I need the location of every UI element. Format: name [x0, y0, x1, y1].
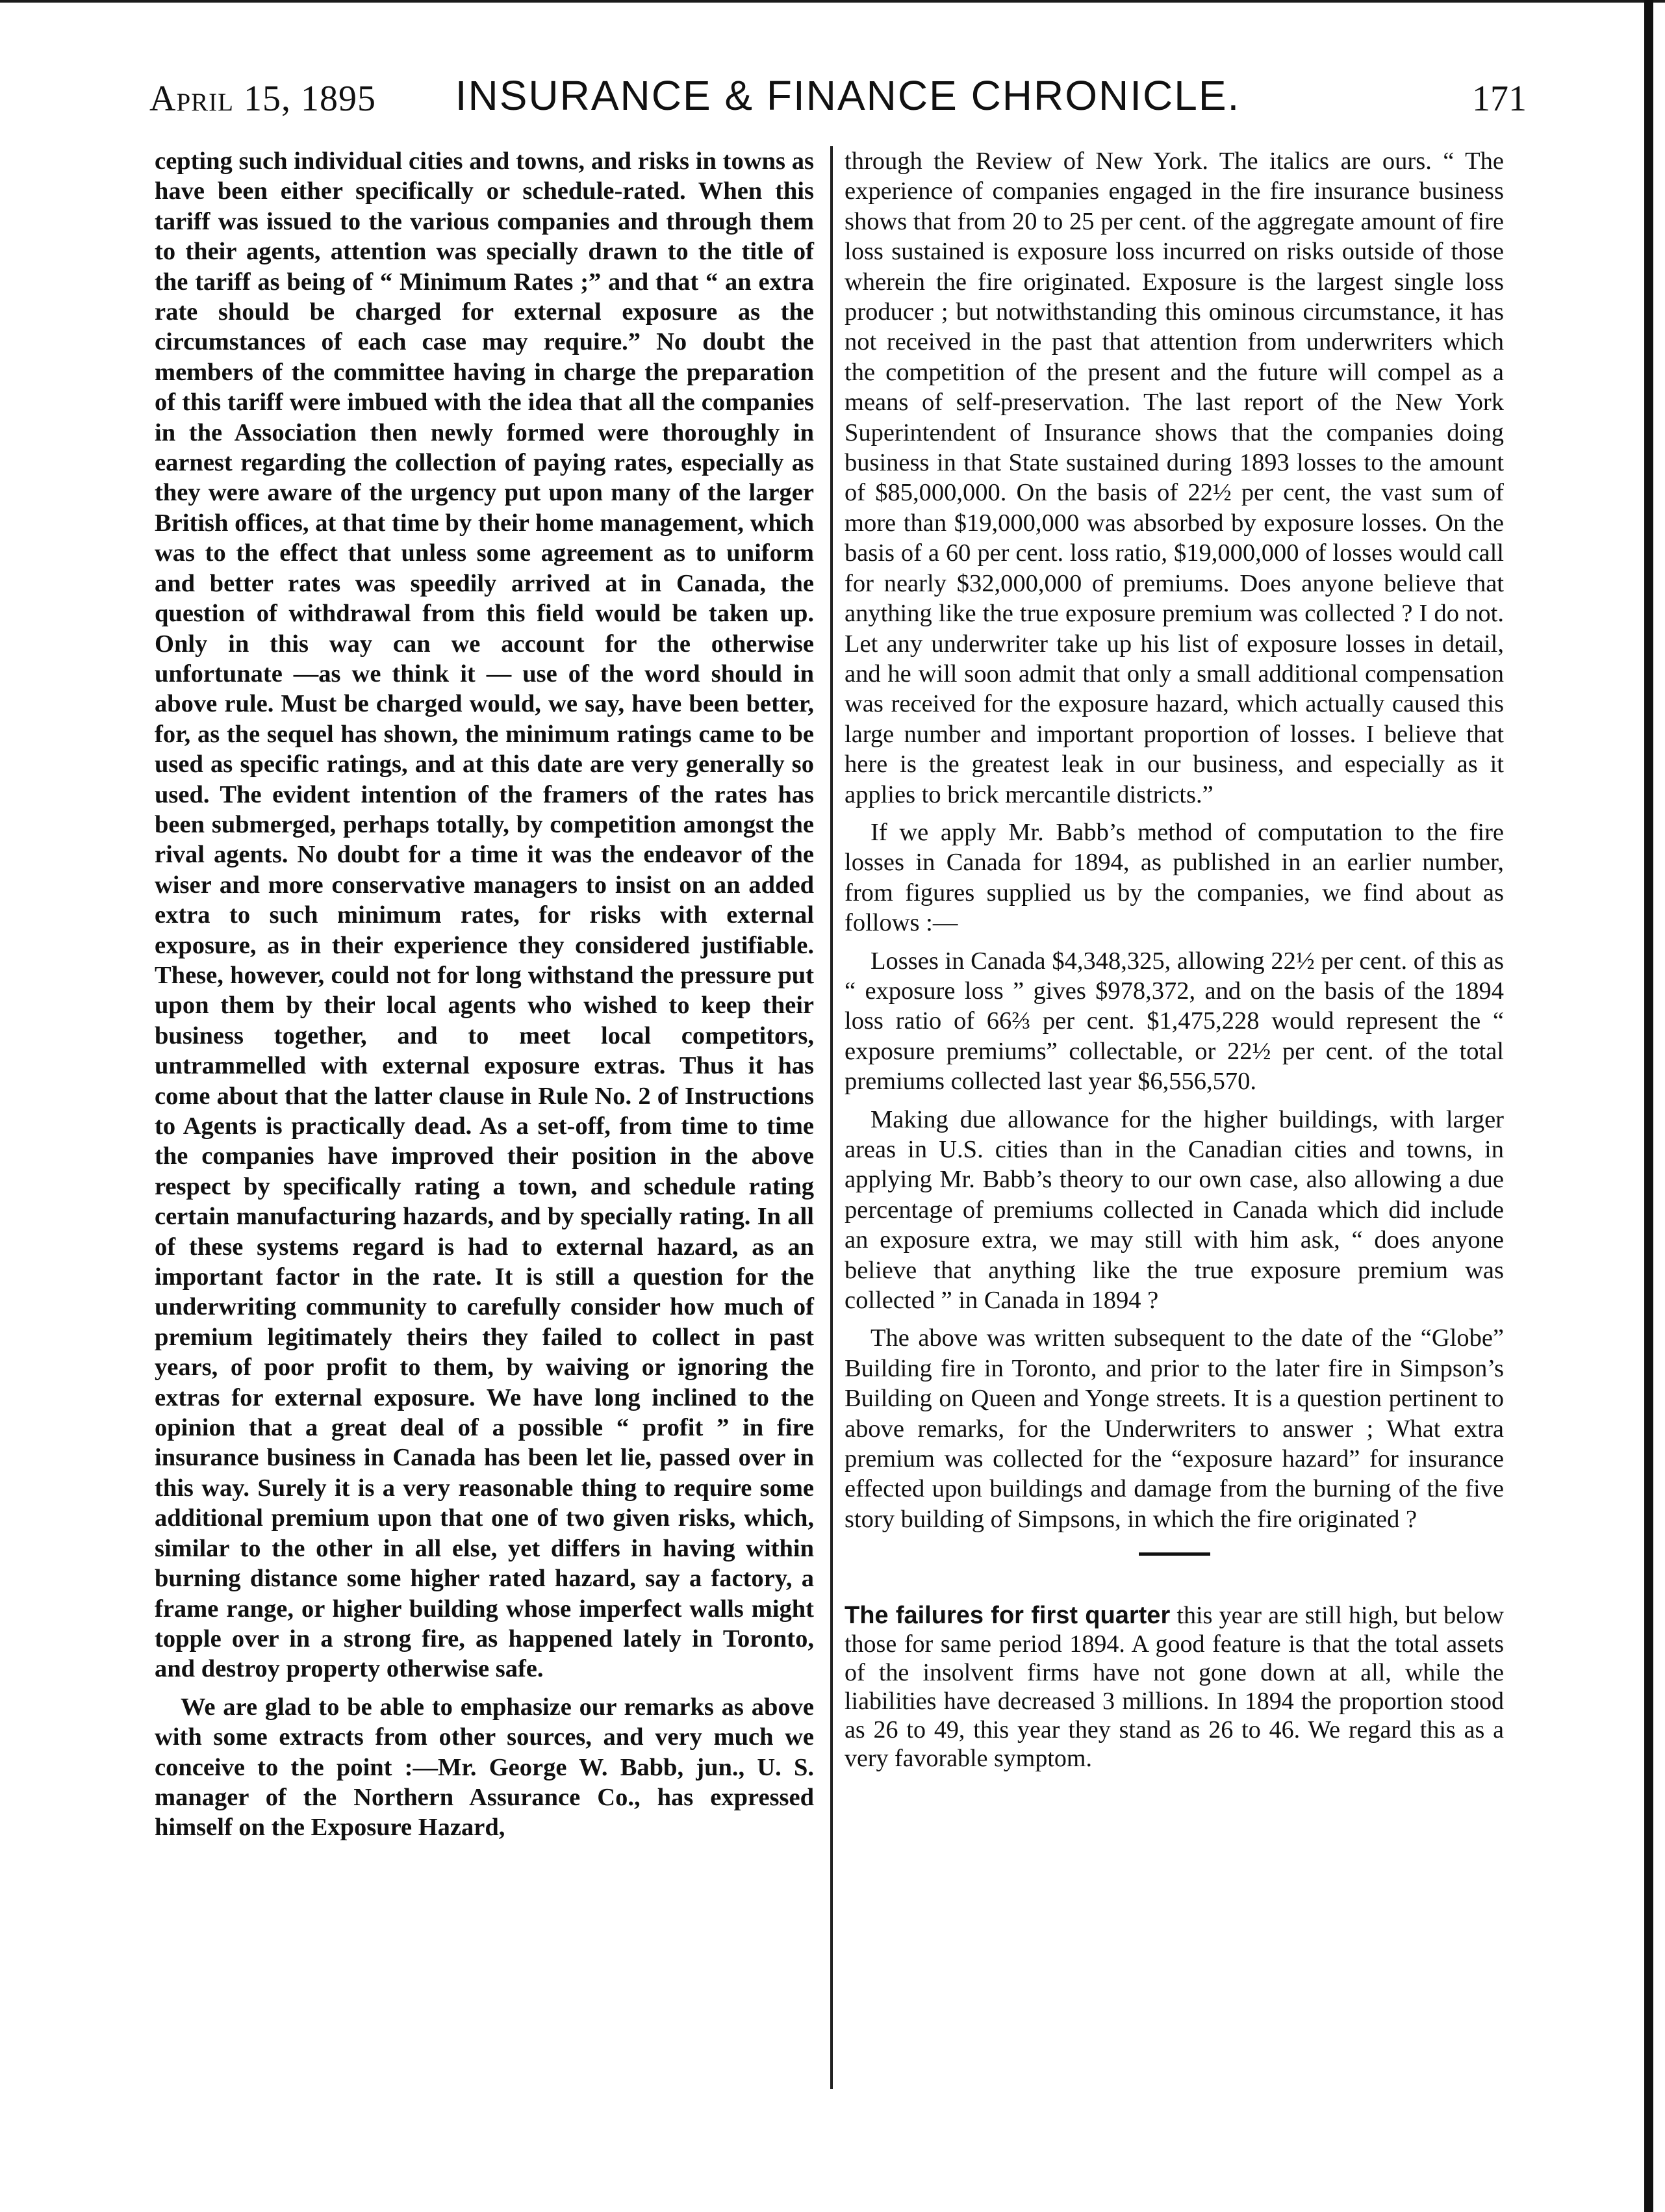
column-divider	[830, 146, 833, 2089]
failures-note-lead: The failures for first quarter	[845, 1602, 1171, 1630]
scan-right-border	[1644, 0, 1653, 2212]
page-header	[149, 71, 1546, 130]
left-paragraph-1: cepting such individual cities and towns, and risks in towns as have been either specifically or schedule-rated. When this tariff was issued to the various companies and through them to their agents, attention was specially drawn to the title of the tariff as being of “ Minimum Rates ;” and that “ an extra rate should be charged for external exposure as the circumstances of each case may require.” No doubt the members of the committee having in charge the preparation of this tariff were imbued with the idea that all the companies in the Association then newly formed were thoroughly in earnest regarding the collection of paying rates, especially as they were aware of the urgency put upon many of the larger British offices, at that time by their home management, which was to the effect that unless some agreement as to uniform and better rates was speedily arrived at in Canada, the question of withdrawal from this field would be taken up. Only in this way can we account for the otherwise unfortunate —as we think it — use of the word should in above rule. Must be charged would, we say, have been better, for, as the sequel has shown, the minimum ratings came to be used as specific ratings, and at this date are very generally so used. The evident intention of the framers of the rates has been submerged, perhaps totally, by competition amongst the rival agents. No doubt for a time it was the endeavor of the wiser and more conservative managers to insist on an added extra to such minimum rates, for risks with external exposure, as in their experience they considered justifiable. These, however, could not for long withstand the pressure put upon them by their local agents who wished to keep their business together, and to meet local competitors, untrammelled with external exposure extras. Thus it has come about that the latter clause in Rule No. 2 of Instructions to Agents is practically dead. As a set-off, from time to time the companies have improved their position in the above respect by specifically rating a town, and schedule rating certain manufacturing hazards, and by specially rating. In all of these systems regard is had to external hazard, as an important factor in the rate. It is still a question for the underwriting community to carefully consider how much of premium legitimately theirs they failed to collect in past years, of poor profit to them, by waiving or ignoring the extras for external exposure. We have long inclined to the opinion that a great deal of a possible “ profit ” in fire insurance business in Canada has been let lie, passed over in this way. Surely it is a very reasonable thing to require some additional premium upon that one of two given risks, which, similar to the other in all else, yet differs in having within burning distance some higher rated hazard, say a factory, a frame range, or higher building whose imperfect walls might topple over in a strong fire, as happened lately in Toronto, and destroy property otherwise safe.	[155, 148, 814, 1683]
left-paragraph-2: We are glad to be able to emphasize our remarks as above with some extracts from other sources, and very much we conceive to the point :—Mr. George W. Babb, jun., U. S. manager of the Northern Assurance Co., has expressed himself on the Exposure Hazard,	[155, 1693, 814, 1842]
failures-note-body: this year are still high, but below those for same period 1894. A good feature is that the total assets of the insolvent firms have not gone down at all, while the liabilities have decreased 3 millions. In 1894 the proportion stood as 26 to 49, this year they stand as 26 to 46. We regard this as a very favorable symptom.	[845, 1602, 1504, 1773]
right-paragraph-2: If we apply Mr. Babb’s method of computation to the fire losses in Canada for 1894, as published in an earlier number, from figures supplied us by the companies, we find about as follows :—	[845, 818, 1504, 937]
right-column	[845, 146, 1504, 1773]
right-paragraph-3: Losses in Canada $4,348,325, allowing 22½ per cent. of this as “ exposure loss ” gives $978,372, and on the basis of the 1894 loss ratio of 66⅔ per cent. $1,475,228 would represent the “ exposure premiums” collectable, or 22½ per cent. of the total premiums collected last year $6,556,570.	[845, 947, 1504, 1096]
failures-note	[845, 1601, 1504, 1773]
right-paragraph-4: Making due allowance for the higher buildings, with larger areas in U.S. cities than in the Canadian cities and towns, in applying Mr. Babb’s theory to our own case, also allowing a due percentage of premiums collected in Canada which did include an exposure extra, we may still with him ask, “ does anyone believe that anything like the true exposure premium was collected ” in Canada in 1894 ?	[845, 1105, 1504, 1315]
issue-date: April 15, 1895	[149, 79, 376, 119]
page-number: 171	[1472, 79, 1527, 119]
right-paragraph-1: through the Review of New York. The italics are ours. “ The experience of companies engaged in the fire insurance business shows that from 20 to 25 per cent. of the aggregate amount of fire loss sustained is exposure loss incurred on risks outside of those wherein the fire originated. Exposure is the largest single loss producer ; but notwithstanding this ominous circumstance, it has not received in the past that attention from underwriters which the competition of the present and the future will compel as a means of self-preservation. The last report of the New York Superintendent of Insurance shows that the companies doing business in that State sustained during 1893 losses to the amount of $85,000,000. On the basis of 22½ per cent, the vast sum of more than $19,000,000 was absorbed by exposure losses. On the basis of a 60 per cent. loss ratio, $19,000,000 of losses would call for nearly $32,000,000 of premiums. Does anyone believe that anything like the true exposure premium was collected ? I do not. Let any underwriter take up his list of exposure losses in detail, and he will soon admit that only a small additional compensation was received for the exposure hazard, which actually caused this large number and important proportion of losses. I believe that here is the greatest leak in our business, and especially as it applies to brick mercantile districts.”	[845, 148, 1504, 808]
right-paragraph-5: The above was written subsequent to the date of the “Globe” Building fire in Toronto, and prior to the later fire in Simpson’s Building on Queen and Yonge streets. It is a question pertinent to above remarks, for the Underwriters to answer ; What extra premium was collected for the “exposure hazard” for insurance effected upon buildings and damage from the burning of the five story building of Simpsons, in which the fire originated ?	[845, 1324, 1504, 1533]
scan-top-edge	[0, 0, 1665, 26]
left-column	[155, 146, 814, 1843]
section-divider-rule	[1139, 1552, 1210, 1556]
journal-title: INSURANCE & FINANCE CHRONICLE.	[455, 72, 1241, 119]
